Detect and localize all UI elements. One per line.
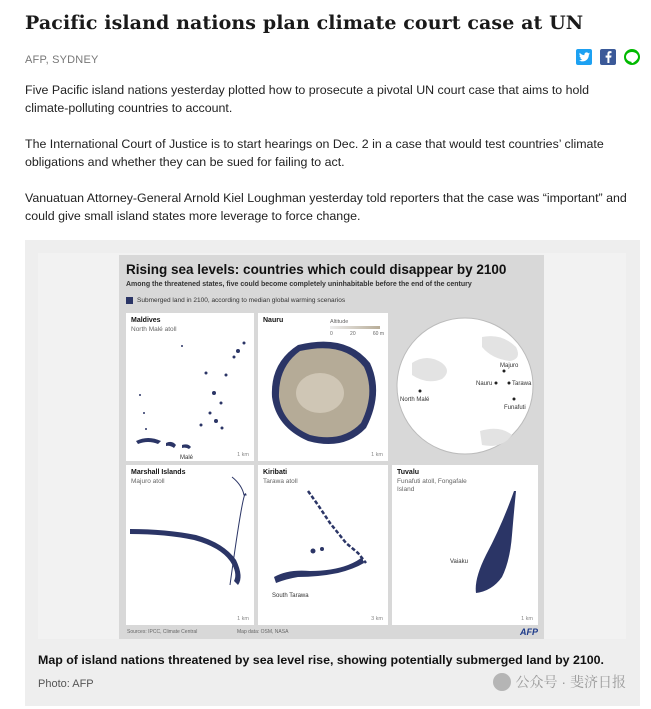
- watermark-text: 公众号 · 斐济日报: [515, 674, 626, 690]
- article-headline: Pacific island nations plan climate court case at UN: [25, 12, 584, 34]
- infographic-image: [38, 253, 626, 639]
- scale-label: 1 km: [371, 452, 383, 458]
- panel-desc: Tarawa atoll: [263, 478, 298, 485]
- globe-label: Nauru: [476, 381, 493, 387]
- scale-label: 1 km: [521, 616, 533, 622]
- figure-caption: Map of island nations threatened by sea level rise, showing potentially submerged land by 2100.: [38, 653, 604, 667]
- panel-name: Kiribati: [263, 469, 288, 476]
- globe-label: Majuro: [500, 363, 519, 369]
- globe-label: North Malé: [400, 397, 430, 403]
- altitude-legend-title: Altitude: [330, 319, 349, 325]
- scale-label: 1 km: [237, 452, 249, 458]
- altitude-tick: 20: [350, 331, 356, 337]
- figure: [25, 240, 640, 706]
- byline: AFP, SYDNEY: [25, 54, 99, 66]
- tuvalu-label: Vaiaku: [450, 559, 468, 565]
- panel-desc: North Malé atoll: [131, 326, 177, 333]
- facebook-icon[interactable]: [600, 49, 616, 65]
- panel-desc: Majuro atoll: [131, 478, 165, 485]
- globe-panel: [392, 313, 538, 461]
- watermark: [493, 672, 626, 692]
- twitter-icon[interactable]: [576, 49, 592, 65]
- article-paragraph: The International Court of Justice is to start hearings on Dec. 2 in a case that would test countries’ climate obligations and whether they can be sued for failing to act.: [25, 137, 604, 169]
- nauru-panel: [258, 313, 388, 461]
- panel-name: Marshall Islands: [131, 469, 186, 476]
- altitude-tick: 60 m: [372, 331, 384, 337]
- altitude-tick: 0: [330, 331, 333, 337]
- panel-name: Tuvalu: [397, 469, 420, 476]
- globe-label: Tarawa: [512, 381, 532, 387]
- panel-name: Nauru: [263, 317, 284, 324]
- afp-logo: AFP: [520, 627, 538, 637]
- byline-row: [25, 50, 640, 68]
- kiribati-map: [258, 465, 388, 625]
- tuvalu-panel: [392, 465, 538, 625]
- line-icon[interactable]: [624, 49, 640, 65]
- infographic-legend: [126, 297, 345, 304]
- legend-label: Submerged land in 2100, according to median global warming scenarios: [137, 297, 346, 304]
- infographic-map-data: Map data: OSM, NASA: [237, 629, 289, 635]
- legend-swatch: [126, 297, 133, 304]
- infographic-source: Sources: IPCC, Climate Central: [127, 629, 198, 635]
- wechat-icon: [493, 673, 511, 691]
- marshall-panel: [126, 465, 254, 625]
- article-paragraph: Five Pacific island nations yesterday plotted how to prosecute a pivotal UN court case that aims to hold climate-polluting countries to account.: [25, 83, 590, 115]
- maldives-panel: [126, 313, 254, 461]
- globe-map: [392, 313, 538, 461]
- article-paragraph: Vanuatuan Attorney-General Arnold Kiel Loughman yesterday told reporters that the case was “important” and could give small island states more leverage to force change.: [25, 191, 627, 223]
- photo-credit: Photo: AFP: [38, 678, 94, 690]
- panel-desc: Funafuti atoll, Fongafale Island: [397, 478, 467, 493]
- panel-name: Maldives: [131, 317, 161, 324]
- kiribati-label: South Tarawa: [272, 593, 309, 599]
- scale-label: 3 km: [371, 616, 383, 622]
- globe-label: Funafuti: [504, 405, 526, 411]
- nauru-map: [258, 313, 388, 461]
- infographic-subtitle: Among the threatened states, five could become completely uninhabitable before the end of the century: [126, 281, 472, 288]
- infographic-title: Rising sea levels: countries which could disappear by 2100: [126, 262, 507, 277]
- maldives-label: Malé: [180, 455, 194, 461]
- tuvalu-map: [392, 465, 538, 625]
- kiribati-panel: [258, 465, 388, 625]
- share-buttons: [576, 49, 640, 65]
- marshall-map: [126, 465, 254, 625]
- scale-label: 1 km: [237, 616, 249, 622]
- infographic: [119, 255, 544, 639]
- maldives-map: [126, 313, 254, 461]
